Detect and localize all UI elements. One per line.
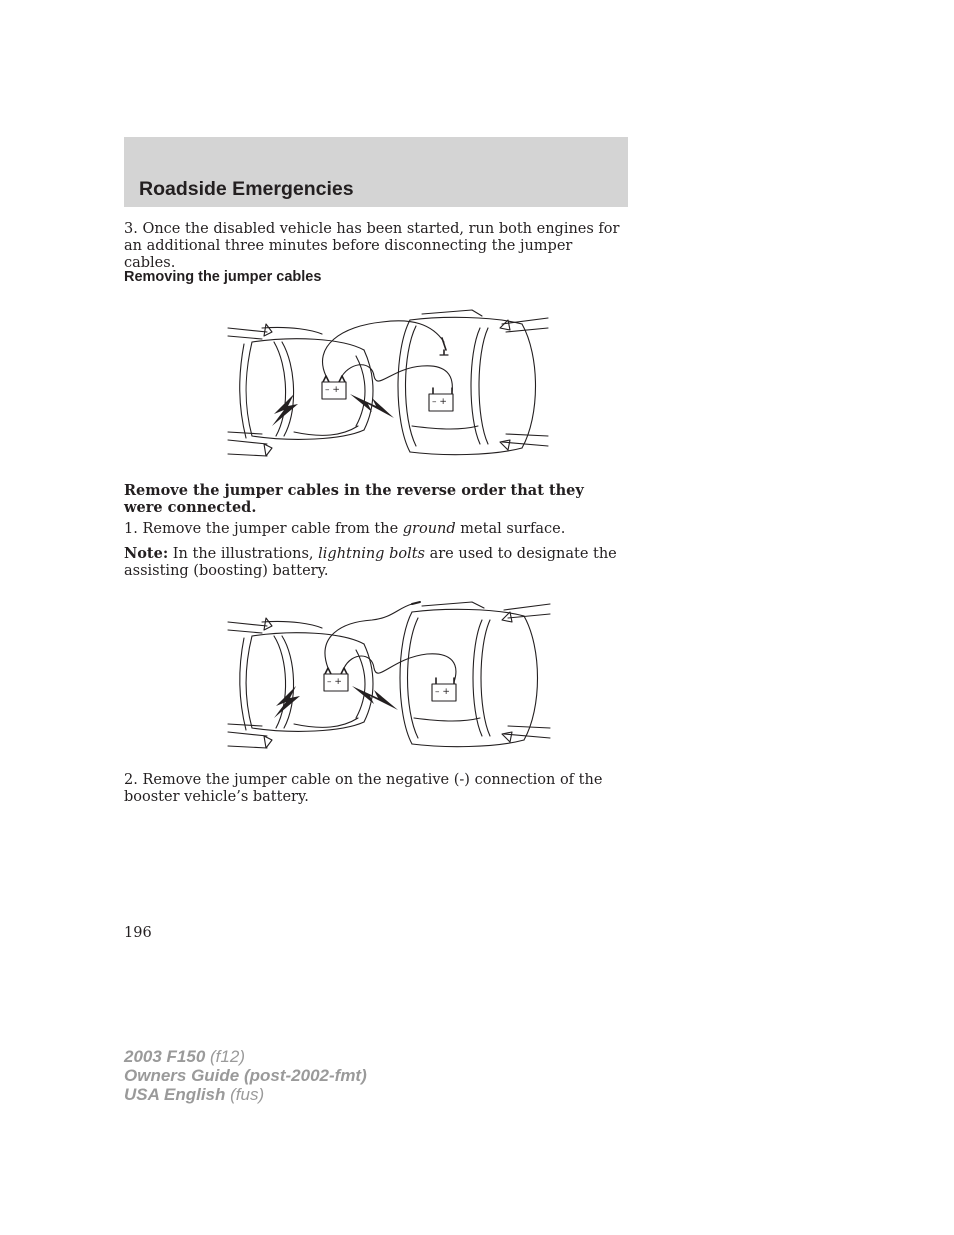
jumper-cable — [342, 365, 452, 392]
note-text — [124, 545, 624, 580]
section-header-band — [124, 137, 628, 207]
battery-terminal-labels: – + — [432, 397, 447, 407]
jumper-cable-illustration-2 — [222, 596, 556, 758]
step-1-prefix: 1. Remove the jumper cable from the — [124, 521, 403, 537]
section-heading: Removing the jumper cables — [124, 269, 322, 285]
step-1-suffix: metal surface. — [455, 521, 566, 537]
note-label: Note: — [124, 545, 169, 562]
footer-language-code: (fus) — [225, 1085, 265, 1104]
disabled-vehicle-drawing — [228, 618, 373, 748]
step-3-text: 3. Once the disabled vehicle has been started, run both engines for an additional three minutes before disconnecting the jumper cables. — [124, 221, 620, 271]
note-emphasis: lightning bolts — [318, 546, 425, 562]
booster-vehicle-drawing — [400, 602, 550, 747]
lightning-bolt-icon — [274, 686, 300, 718]
footer-line-3 — [124, 1085, 367, 1104]
disabled-vehicle-drawing — [228, 324, 373, 456]
footer-line-1 — [124, 1047, 367, 1066]
footer-language: USA English — [124, 1085, 226, 1104]
battery-terminal-labels: – + — [435, 687, 450, 697]
step-1-emphasis: ground — [402, 521, 456, 537]
reverse-order-warning: Remove the jumper cables in the reverse order that they were connected. — [124, 482, 584, 516]
footer-model: 2003 F150 — [124, 1047, 206, 1066]
battery-terminal-labels: – + — [325, 385, 340, 395]
note-text-1: In the illustrations, — [168, 546, 319, 562]
jumper-cable — [323, 321, 444, 376]
lightning-bolt-icon — [350, 394, 394, 418]
note-text-2: are used to designate the assisting (boosting) battery. — [124, 546, 617, 579]
document-footer — [124, 1047, 367, 1104]
booster-vehicle-drawing — [398, 310, 548, 455]
step-1-text — [124, 521, 624, 538]
step-2-text: 2. Remove the jumper cable on the negative (-) connection of the booster vehicle’s battery. — [124, 772, 603, 805]
lightning-bolt-icon — [352, 686, 398, 710]
battery-terminal-labels: – + — [327, 677, 342, 687]
jumper-cable-illustration-1 — [222, 306, 554, 468]
page-number: 196 — [124, 925, 152, 941]
footer-model-code: (f12) — [205, 1047, 245, 1066]
footer-line-2 — [124, 1066, 367, 1085]
section-title: Roadside Emergencies — [139, 178, 354, 200]
footer-guide: Owners Guide (post-2002-fmt) — [124, 1066, 367, 1085]
